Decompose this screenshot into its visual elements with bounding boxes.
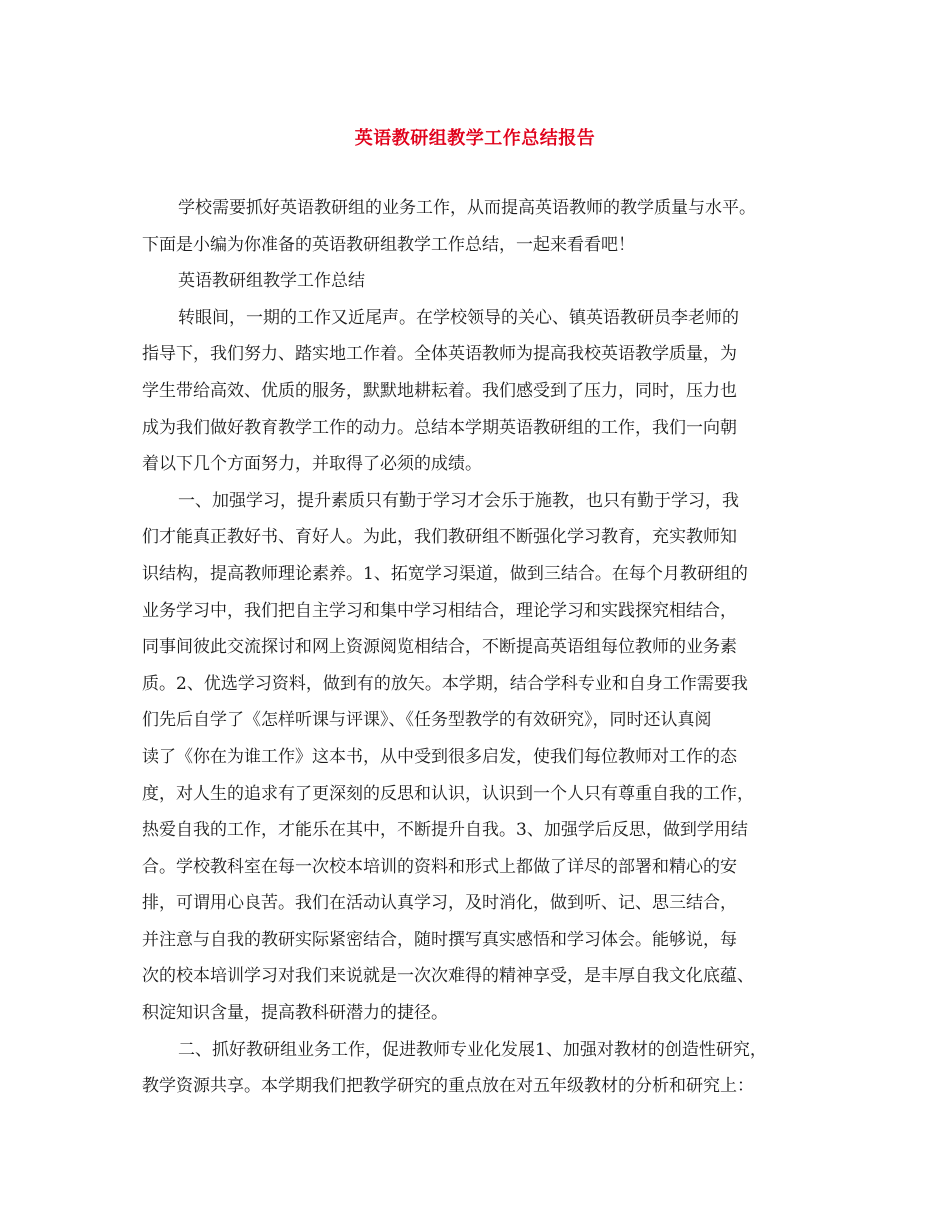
text-line: 教学资源共享。本学期我们把教学研究的重点放在对五年级教材的分析和研究上： <box>142 1076 754 1097</box>
document-body <box>142 190 812 1105</box>
text-line: 一、加强学习，提升素质只有勤于学习才会乐于施教，也只有勤于学习，我 <box>178 490 739 511</box>
text-line: 们才能真正教好书、育好人。为此，我们教研组不断强化学习教育，充实教师知 <box>142 527 737 548</box>
section-heading: 英语教研组教学工作总结 <box>178 271 365 292</box>
text-line: 并注意与自我的教研实际紧密结合，随时撰写真实感悟和学习体会。能够说，每 <box>142 929 737 950</box>
text-line: 学校需要抓好英语教研组的业务工作，从而提高英语教师的教学质量与水平。 <box>178 198 756 218</box>
text-line: 合。学校教科室在每一次校本培训的资料和形式上都做了详尽的部署和精心的安 <box>142 856 737 877</box>
text-line: 排，可谓用心良苦。我们在活动认真学习，及时消化，做到听、记、思三结合， <box>142 893 737 914</box>
text-line: 们先后自学了《怎样听课与评课》、《任务型教学的有效研究》，同时还认真阅 <box>142 710 712 731</box>
text-line: 着以下几个方面努力，并取得了必须的成绩。 <box>142 454 482 475</box>
text-line: 指导下，我们努力、踏实地工作着。全体英语教师为提高我校英语教学质量，为 <box>142 344 737 365</box>
text-line: 学生带给高效、优质的服务，默默地耕耘着。我们感受到了压力，同时，压力也 <box>142 380 737 401</box>
text-line: 成为我们做好教育教学工作的动力。总结本学期英语教研组的工作，我们一向朝 <box>142 417 737 438</box>
document-title: 英语教研组教学工作总结报告 <box>354 128 596 149</box>
text-line: 二、抓好教研组业务工作，促进教师专业化发展1、加强对教材的创造性研究， <box>178 1039 767 1060</box>
text-line: 次的校本培训学习对我们来说就是一次次难得的精神享受，是丰厚自我文化底蕴、 <box>142 966 754 987</box>
text-line: 积淀知识含量，提高教科研潜力的捷径。 <box>142 1003 448 1024</box>
text-line: 同事间彼此交流探讨和网上资源阅览相结合，不断提高英语组每位教师的业务素 <box>142 637 737 658</box>
text-line: 读了《你在为谁工作》这本书，从中受到很多启发，使我们每位教师对工作的态 <box>142 746 737 767</box>
text-line: 度，对人生的追求有了更深刻的反思和认识，认识到一个人只有尊重自我的工作， <box>142 783 754 804</box>
text-line: 业务学习中，我们把自主学习和集中学习相结合，理论学习和实践探究相结合， <box>142 600 737 621</box>
text-line: 热爱自我的工作，才能乐在其中，不断提升自我。3、加强学后反思，做到学用结 <box>142 820 748 841</box>
text-line: 质。2、优选学习资料，做到有的放矢。本学期，结合学科专业和自身工作需要我 <box>142 673 748 694</box>
text-line: 下面是小编为你准备的英语教研组教学工作总结，一起来看看吧！ <box>142 234 635 255</box>
text-line: 识结构，提高教师理论素养。1、拓宽学习渠道，做到三结合。在每个月教研组的 <box>142 563 748 584</box>
text-line: 转眼间，一期的工作又近尾声。在学校领导的关心、镇英语教研员李老师的 <box>178 307 739 328</box>
